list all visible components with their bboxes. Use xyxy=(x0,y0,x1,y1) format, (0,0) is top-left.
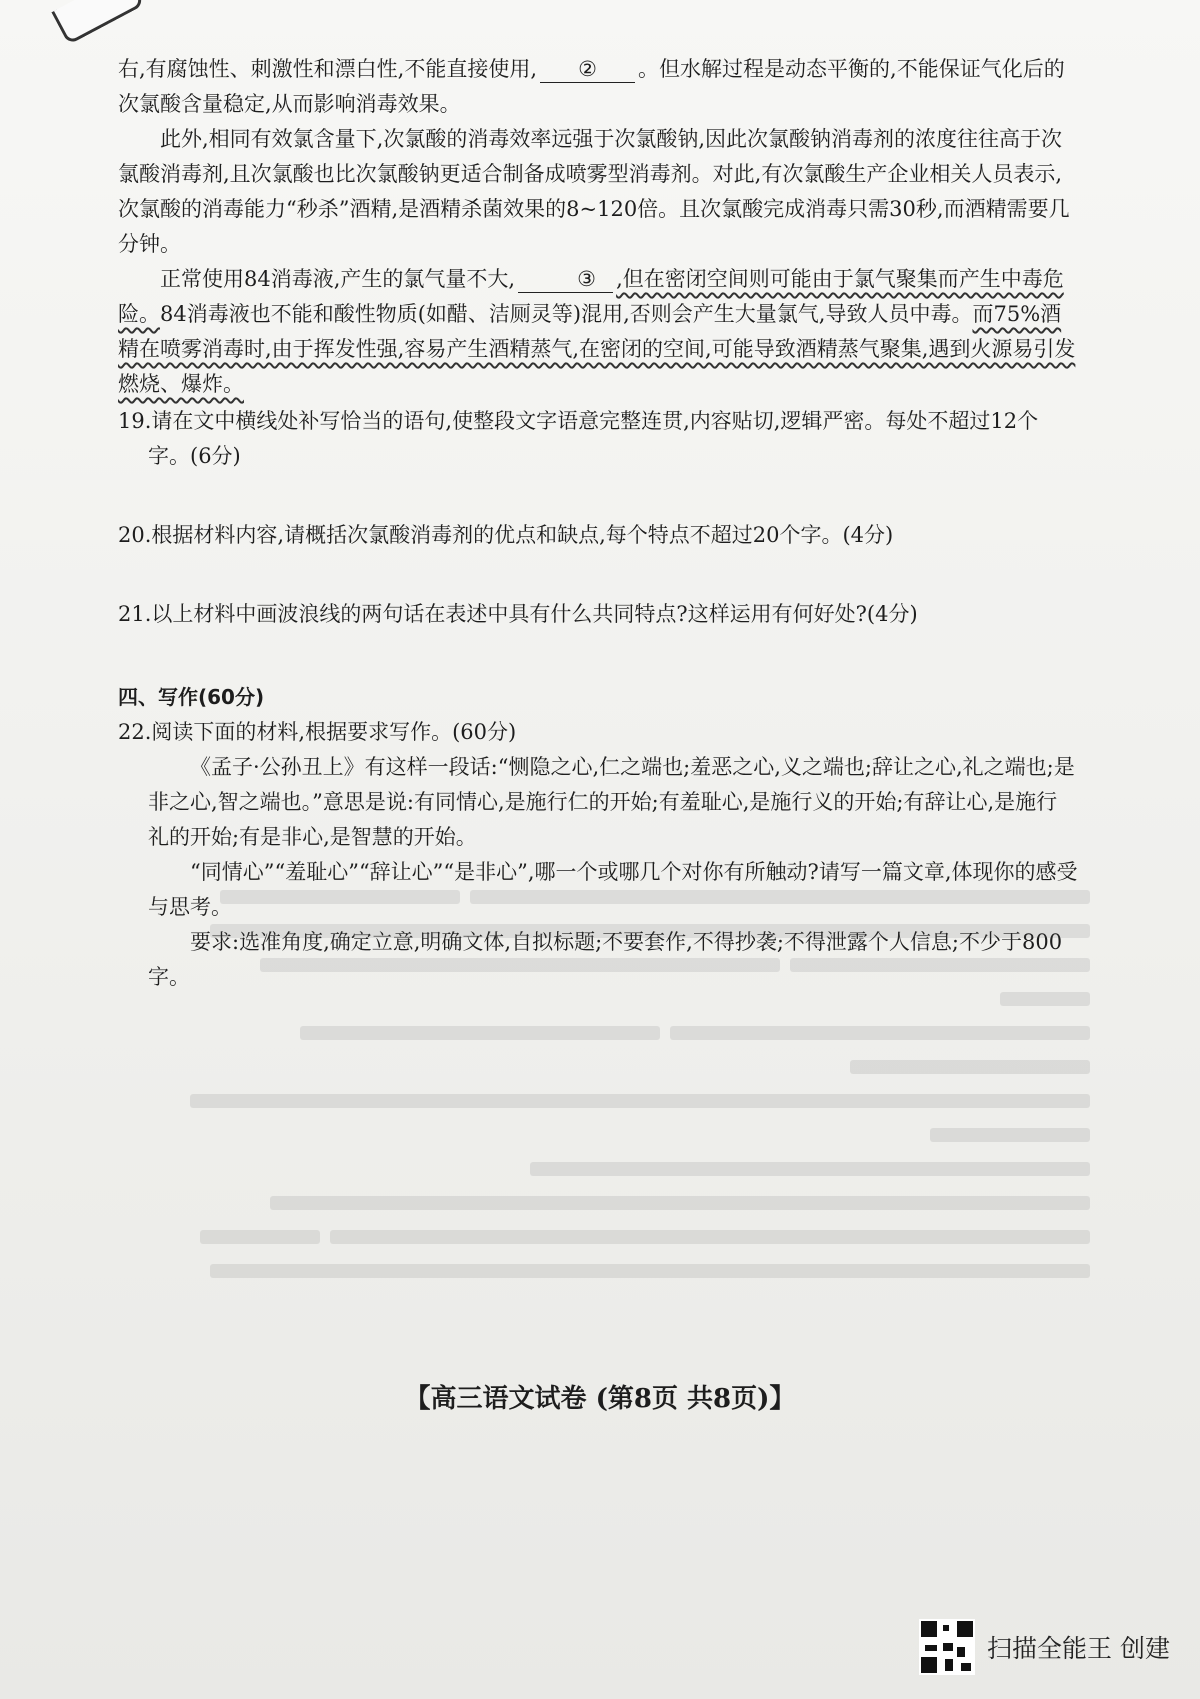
question-20: 20.根据材料内容,请概括次氯酸消毒剂的优点和缺点,每个特点不超过20个字。(4分) xyxy=(118,523,894,547)
exam-content xyxy=(118,52,1078,995)
fill-blank-3: ③ xyxy=(518,266,613,293)
passage-paragraph-1: 右,有腐蚀性、刺激性和漂白性,不能直接使用, ② 。但水解过程是动态平衡的,不能保证气化后的次氯酸含量稳定,从而影响消毒效果。 xyxy=(118,57,1065,116)
wavy-sentence-1: ,但在密闭空间则可能由于氯气聚集而产生中毒危险。 xyxy=(118,267,1064,326)
qr-code-icon xyxy=(919,1619,975,1675)
watermark-text: 扫描全能王 创建 xyxy=(987,1634,1170,1663)
passage-paragraph-2: 此外,相同有效氯含量下,次氯酸的消毒效率远强于次氯酸钠,因此次氯酸钠消毒剂的浓度往往高于次氯酸消毒剂,且次氯酸也比次氯酸钠更适合制备成喷雾型消毒剂。对此,有次氯酸生产企业相关人员表示,次氯酸的消毒能力“秒杀”酒精,是酒精杀菌效果的8~120倍。且次氯酸完成消毒只需30秒,而酒精需要几分钟。 xyxy=(118,127,1070,256)
scanner-watermark xyxy=(919,1617,1170,1677)
writing-material-1: 《孟子·公孙丑上》有这样一段话:“恻隐之心,仁之端也;羞恶之心,义之端也;辞让之心,礼之端也;是非之心,智之端也。”意思是说:有同情心,是施行仁的开始;有羞耻心,是施行义的开始;有辞让心,是施行礼的开始;有是非心,是智慧的开始。 xyxy=(148,755,1075,849)
wavy-sentence-2: 而75%酒精在喷雾消毒时,由于挥发性强,容易产生酒精蒸气,在密闭的空间,可能导致酒精蒸气聚集,遇到火源易引发燃烧、爆炸。 xyxy=(118,302,1076,396)
question-19: 19.请在文中横线处补写恰当的语句,使整段文字语意完整连贯,内容贴切,逻辑严密。每处不超过12个字。(6分) xyxy=(118,409,1039,468)
question-21: 21.以上材料中画波浪线的两句话在表述中具有什么共同特点?这样运用有何好处?(4分) xyxy=(118,602,918,626)
folded-corner xyxy=(51,0,144,45)
passage-paragraph-3: 正常使用84消毒液,产生的氯气量不大, ③ ,但在密闭空间则可能由于氯气聚集而产生中毒危险。84消毒液也不能和酸性物质(如醋、洁厕灵等)混用,否则会产生大量氯气,导致人员中毒。而75%酒精在喷雾消毒时,由于挥发性强,容易产生酒精蒸气,在密闭的空间,可能导致酒精蒸气聚集,遇到火源易引发燃烧、爆炸。 xyxy=(118,267,1076,396)
writing-material-2: “同情心”“羞耻心”“辞让心”“是非心”,哪一个或哪几个对你有所触动?请写一篇文章,体现你的感受与思考。 xyxy=(148,860,1078,919)
question-22: 22.阅读下面的材料,根据要求写作。(60分) xyxy=(118,720,517,744)
section-title-writing: 四、写作(60分) xyxy=(118,685,265,709)
writing-requirements: 要求:选准角度,确定立意,明确文体,自拟标题;不要套作,不得抄袭;不得泄露个人信息;不少于800字。 xyxy=(148,930,1063,989)
fill-blank-2: ② xyxy=(540,56,635,83)
page-footer: 【高三语文试卷 (第8页 共8页)】 xyxy=(404,1384,796,1414)
